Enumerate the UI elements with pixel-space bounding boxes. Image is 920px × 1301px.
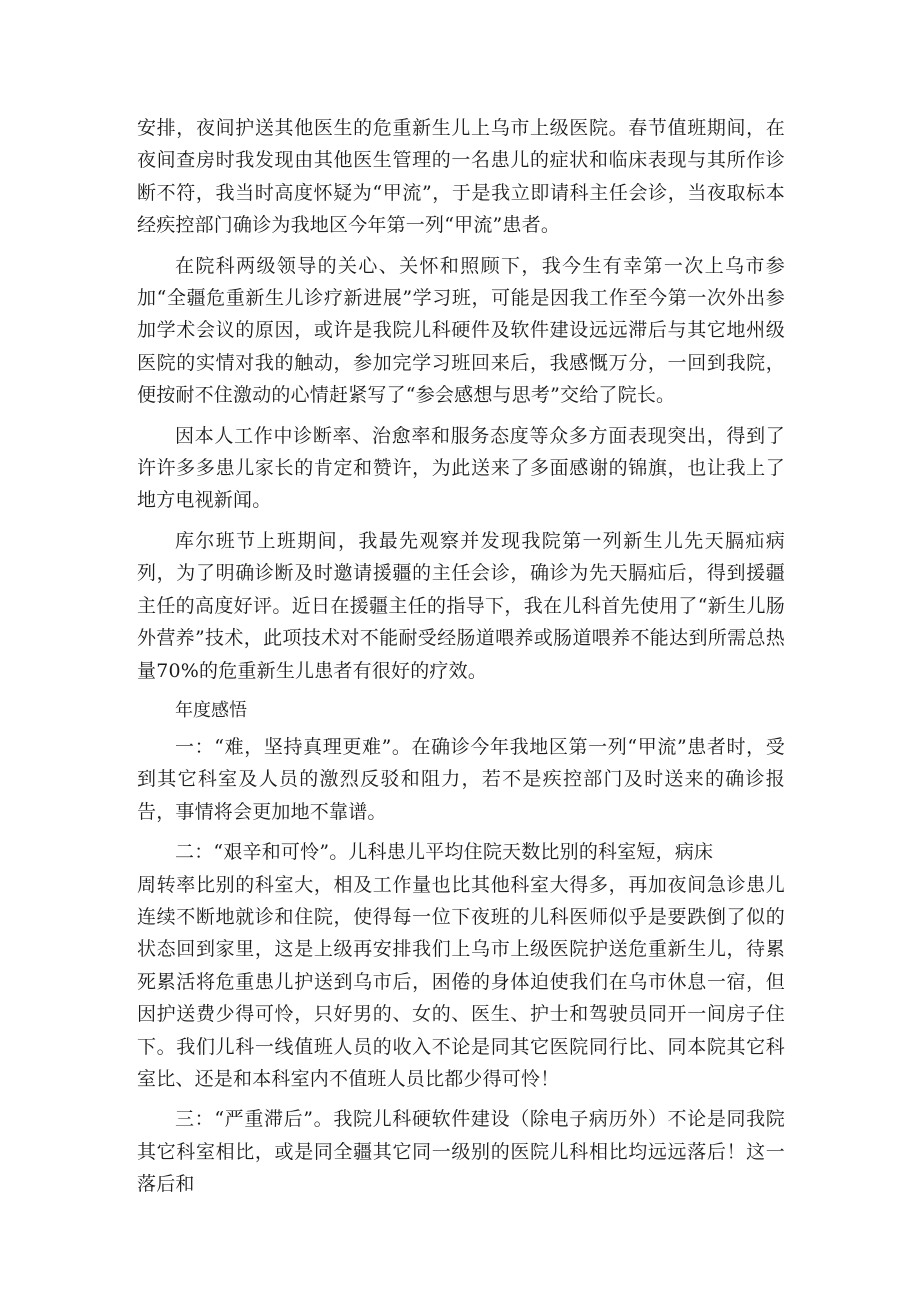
paragraph-night-duty: 安排，夜间护送其他医生的危重新生儿上乌市上级医院。春节值班期间，在夜间查房时我发现由其他医生管理的一名患儿的症状和临床表现与其所作诊断不符，我当时高度怀疑为“甲流”，于是我立即请科主任会诊，当夜取标本经疾控部门确诊为我地区今年第一列“甲流”患者。: [137, 117, 785, 237]
paragraph-insight-two-continued: 周转率比别的科室大，相及工作量也比其他科室大得多，再加夜间急诊患儿连续不断地就诊和住院，使得每一位下夜班的儿科医师似乎是要跌倒了似的状态回到家里，这是上级再安排我们上乌市上级医院护送危重新生儿，待累死累活将危重患儿护送到乌市后，困倦的身体迫使我们在乌市休息一宿，但因护送费少得可怜，只好男的、女的、医生、护士和驾驶员同开一间房子住下。我们儿科一线值班人员的收入不论是同其它医院同行比、同本院其它科室比、还是和本科室内不值班人员比都少得可怜！: [137, 873, 785, 1090]
paragraph-insight-two-start: 二：“艰辛和可怜”。儿科患儿平均住院天数比别的科室短，病床: [175, 841, 714, 864]
paragraph-kurban-festival: 库尔班节上班期间，我最先观察并发现我院第一列新生儿先天膈疝病列，为了明确诊断及时邀请援疆的主任会诊，确诊为先天膈疝后，得到援疆主任的高度好评。近日在援疆主任的指导下，我在儿科首先使用了“新生儿肠外营养”技术，此项技术对不能耐受经肠道喂养或肠道喂养不能达到所需总热量70%的危重新生儿患者有很好的疗效。: [137, 529, 785, 682]
paragraph-insight-three: 三：“严重滞后”。我院儿科硬软件建设（除电子病历外）不论是同我院其它科室相比，或是同全疆其它同一级别的医院儿科相比均远远落后！这一落后和: [137, 1108, 785, 1196]
paragraph-praise: 因本人工作中诊断率、治愈率和服务态度等众多方面表现突出，得到了许许多多患儿家长的肯定和赞许，为此送来了多面感谢的锦旗，也让我上了地方电视新闻。: [137, 424, 785, 512]
document-body: [137, 112, 785, 1209]
section-heading-annual-insights: 年度感悟: [175, 699, 247, 721]
paragraph-study-class: 在院科两级领导的关心、关怀和照顾下，我今生有幸第一次上乌市参加“全疆危重新生儿诊疗新进展”学习班，可能是因我工作至今第一次外出参加学术会议的原因，或许是我院儿科硬件及软件建设远远滞后与其它地州级医院的实情对我的触动，参加完学习班回来后，我感慨万分，一回到我院，便按耐不住激动的心情赶紧写了“参会感想与思考”交给了院长。: [137, 254, 785, 407]
paragraph-insight-one: 一：“难，坚持真理更难”。在确诊今年我地区第一列“甲流”患者时，受到其它科室及人员的激烈反驳和阻力，若不是疾控部门及时送来的确诊报告，事情将会更加地不靠谱。: [137, 735, 785, 823]
